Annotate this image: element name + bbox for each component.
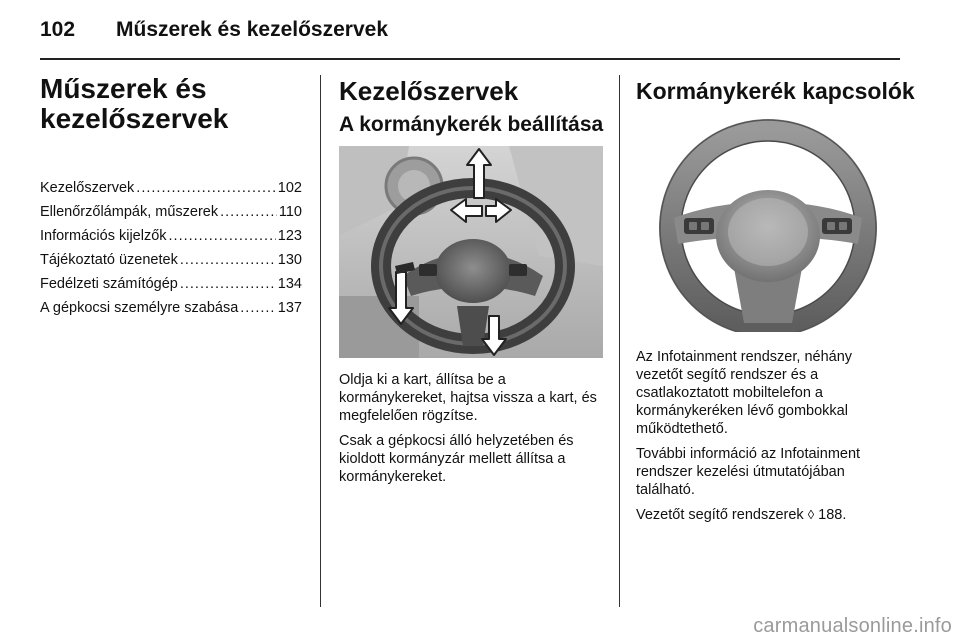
toc-page: 110 [278, 204, 302, 220]
table-of-contents [40, 176, 302, 320]
steering-wheel-adjustment-figure [339, 146, 603, 358]
paragraph: Oldja ki a kart, állítsa be a kormánykereket, hajtsa vissza a kart, és megfelelően rögzítse. [339, 372, 597, 424]
chapter-title-line2: kezelőszervek [40, 103, 229, 134]
reference-text: Vezetőt segítő rendszerek [636, 507, 804, 523]
toc-label: Információs kijelzők [40, 228, 167, 244]
toc-item[interactable] [40, 248, 302, 272]
paragraph: További információ az Infotainment rendszer kezelési útmutatójában található. [636, 446, 861, 498]
controls-column [339, 76, 603, 493]
subsection-title: A kormánykerék beállítása [339, 113, 604, 136]
toc-page: 137 [277, 300, 302, 316]
paragraph: Az Infotainment rendszer, néhány vezetőt segítő rendszer és a csatlakoztatott mobiltelefon a kormánykeréken lévő gombokkal működtethető. [636, 349, 853, 437]
toc-leader [180, 272, 276, 296]
toc-leader [136, 176, 276, 200]
instructions-text [339, 371, 603, 486]
toc-item[interactable] [40, 296, 302, 320]
toc-label: Tájékoztató üzenetek [40, 252, 178, 268]
toc-page: 123 [277, 228, 302, 244]
steering-wheel-switches-figure [636, 118, 900, 332]
toc-page: 102 [277, 180, 302, 196]
section-title: Kezelőszervek [339, 76, 519, 106]
toc-leader [180, 248, 276, 272]
column-divider-2 [619, 75, 620, 607]
toc-item[interactable] [40, 200, 302, 224]
toc-label: Kezelőszervek [40, 180, 135, 196]
reference-page: 188. [818, 507, 847, 523]
reference-arrow-icon: ◊ [807, 507, 815, 522]
cross-reference[interactable] [636, 506, 900, 524]
steering-switches-column [636, 76, 915, 531]
page-number: 102 [40, 18, 76, 41]
watermark: carmanualsonline.info [753, 615, 952, 637]
toc-leader [169, 224, 276, 248]
page-header [40, 16, 900, 60]
toc-label: Fedélzeti számítógép [40, 276, 178, 292]
switches-text [636, 348, 900, 524]
toc-leader [220, 200, 277, 224]
toc-item[interactable] [40, 272, 302, 296]
toc-label: Ellenőrzőlámpák, műszerek [40, 204, 219, 220]
toc-item[interactable] [40, 224, 302, 248]
toc-page: 134 [277, 276, 302, 292]
paragraph: Csak a gépkocsi álló helyzetében és kioldott kormányzár mellett állítsa a kormánykereket. [339, 433, 574, 485]
toc-item[interactable] [40, 176, 302, 200]
chapter-title [40, 74, 302, 134]
column-divider-1 [320, 75, 321, 607]
toc-page: 130 [277, 252, 302, 268]
toc-label: A gépkocsi személyre szabása [40, 300, 239, 316]
running-title: Műszerek és kezelőszervek [116, 18, 389, 41]
chapter-column [40, 74, 302, 320]
chapter-title-line1: Műszerek és [40, 73, 207, 104]
header-rule [40, 58, 900, 60]
section-title: Kormánykerék kapcsolók [636, 78, 915, 104]
toc-leader [240, 296, 276, 320]
